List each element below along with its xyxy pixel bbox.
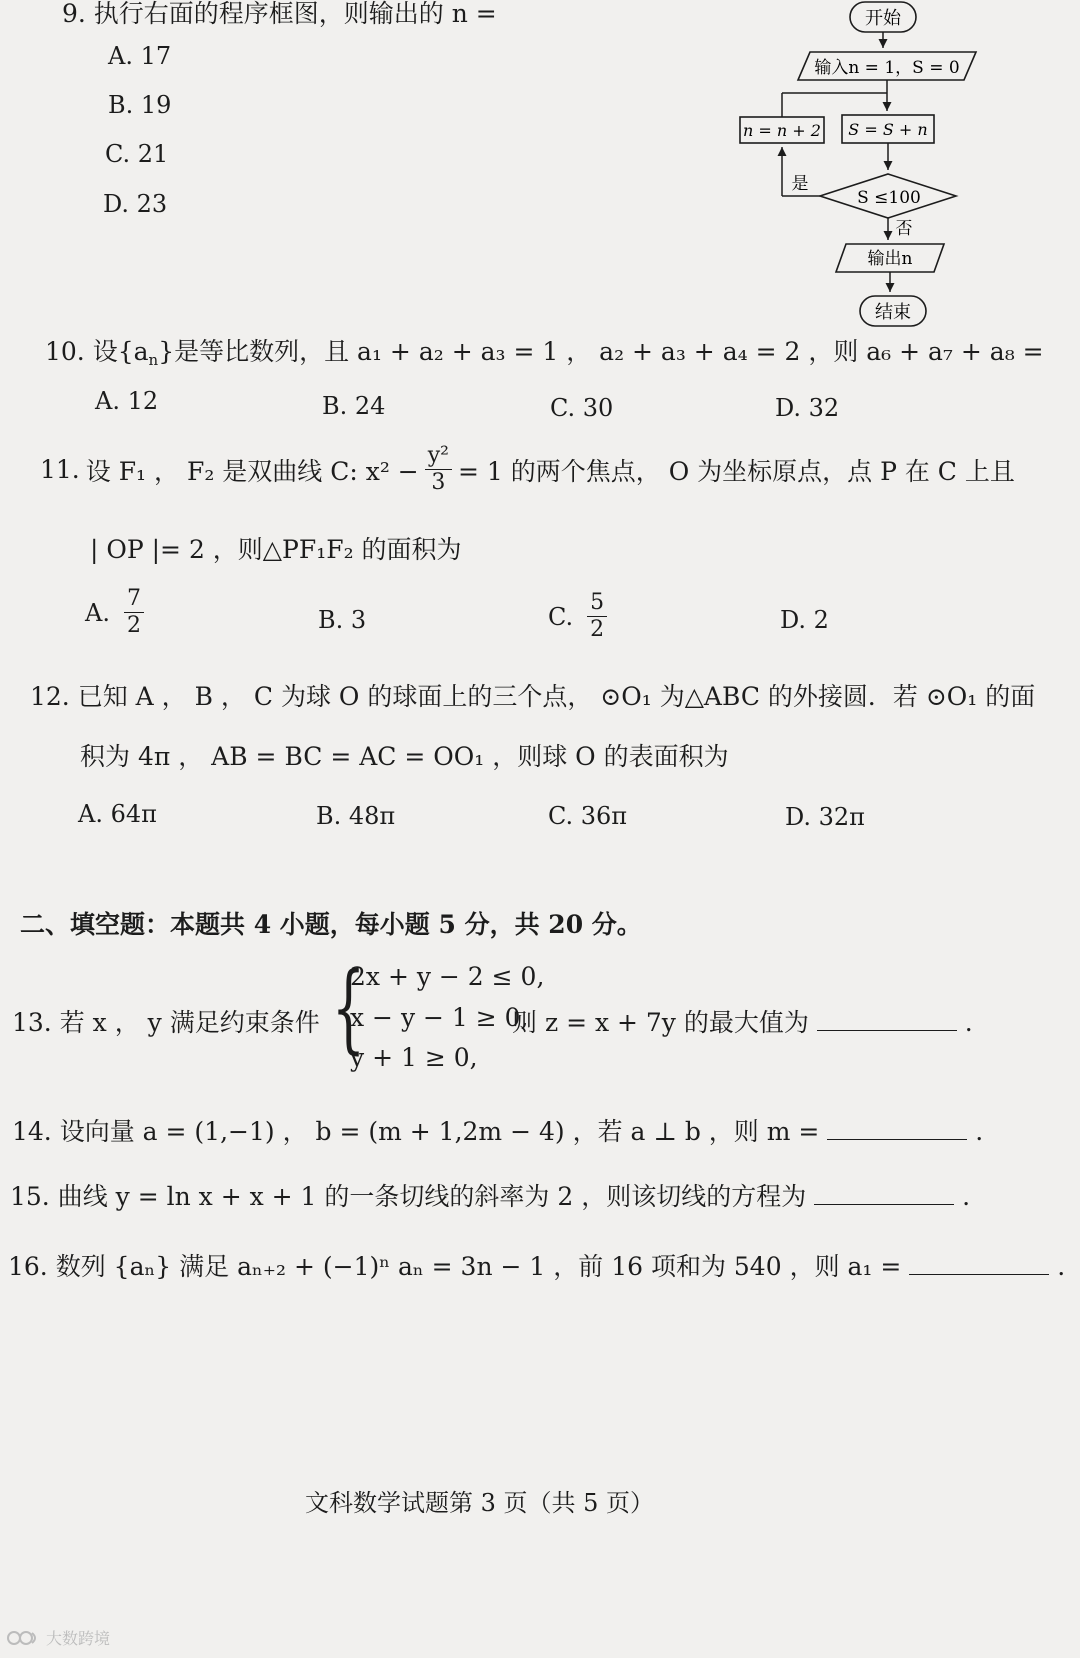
q16-number: 16. — [8, 1252, 48, 1281]
q10-option-a: A. 12 — [95, 387, 159, 415]
flowchart-condition-label: S ≤100 — [857, 188, 921, 208]
q11-fraction-denominator: 3 — [431, 470, 446, 495]
q11-line2: | OP |= 2 ，则△PF₁F₂ 的面积为 — [90, 535, 462, 564]
flowchart-yes-label: 是 — [791, 174, 809, 194]
q13-post — [512, 1003, 973, 1039]
q12-option-b: B. 48π — [316, 802, 396, 830]
flowchart-n-update-label: n = n + 2 — [743, 121, 821, 140]
q11-option-c-numerator: 5 — [587, 592, 607, 617]
q14-answer-blank[interactable] — [827, 1117, 967, 1140]
flowchart-start-label: 开始 — [865, 8, 901, 29]
flowchart-no-label: 否 — [895, 219, 913, 239]
q10-stem-pre: 设{a — [92, 337, 149, 366]
q12-line2: 积为 4π ， AB = BC = AC = OO₁ ，则球 O 的表面积为 — [80, 742, 729, 771]
flowchart-input-label: 输入n = 1，S = 0 — [814, 58, 960, 78]
q10-stem-subscript: n — [148, 351, 159, 369]
q13-constraint-3: y + 1 ≥ 0, — [350, 1043, 478, 1072]
q11-number: 11. — [40, 455, 80, 484]
q11-fraction — [425, 445, 452, 494]
q13-stem — [12, 1003, 320, 1039]
watermark-logo-icon — [6, 1629, 42, 1647]
q11-option-a-label: A. — [85, 598, 110, 627]
q14-text: 设向量 a = (1,−1) ， b = (m + 1,2m − 4) ，若 a ⊥ b ，则 m = — [59, 1117, 820, 1146]
q10-option-c: C. 30 — [550, 394, 614, 422]
q14-number: 14. — [12, 1117, 52, 1146]
q12-option-d: D. 32π — [785, 803, 865, 831]
q16-stem — [8, 1247, 1065, 1283]
q13-constraint-brace: { — [331, 952, 366, 1064]
q13-constraint-2: x − y − 1 ≥ 0, — [350, 1003, 529, 1032]
flowchart-diagram — [730, 0, 1020, 335]
q10-option-d: D. 32 — [775, 394, 840, 422]
q13-end: . — [964, 1008, 973, 1037]
q11-line1 — [40, 445, 1015, 494]
q11-option-a-fraction — [124, 588, 144, 637]
section-fill-in-heading: 二、填空题：本题共 4 小题，每小题 5 分，共 20 分。 — [20, 910, 642, 939]
q12-option-c: C. 36π — [548, 802, 628, 830]
q9-stem: 9. 执行右面的程序框图，则输出的 n = — [62, 0, 497, 28]
q16-answer-blank[interactable] — [909, 1252, 1049, 1275]
q11-option-c-label: C. — [548, 602, 574, 631]
q14-end: . — [975, 1117, 984, 1146]
q12-line1 — [30, 677, 1035, 713]
flowchart-output-label: 输出n — [867, 249, 913, 269]
q11-option-a — [85, 588, 144, 637]
q9-option-a: A. 17 — [108, 42, 172, 70]
q13-answer-blank[interactable] — [817, 1008, 957, 1031]
q13-number: 13. — [12, 1008, 52, 1037]
q10-number: 10. — [45, 337, 85, 366]
q11-fraction-numerator: y² — [425, 445, 452, 470]
q16-text: 数列 {aₙ} 满足 aₙ₊₂ + (−1)ⁿ aₙ = 3n − 1 ，前 16 项和为 540 ，则 a₁ = — [55, 1252, 902, 1281]
flowchart-s-update-label: S = S + n — [848, 120, 928, 139]
q15-number: 15. — [10, 1182, 50, 1211]
q11-option-d: D. 2 — [780, 606, 829, 634]
q13-post-text: 则 z = x + 7y 的最大值为 — [512, 1008, 809, 1037]
q9-option-b: B. 19 — [108, 91, 172, 119]
q12-option-a: A. 64π — [78, 800, 157, 828]
page-footer: 文科数学试题第 3 页（共 5 页） — [305, 1489, 655, 1517]
q16-end: . — [1057, 1252, 1066, 1281]
q11-option-a-denominator: 2 — [126, 613, 141, 638]
q9-option-d: D. 23 — [103, 190, 168, 218]
q15-answer-blank[interactable] — [814, 1182, 954, 1205]
watermark-text: 大数跨境 — [46, 1629, 111, 1648]
q13-constraint-1: 2x + y − 2 ≤ 0, — [350, 962, 545, 991]
q10-stem-post: }是等比数列，且 a₁ + a₂ + a₃ = 1 ， a₂ + a₃ + a₄ = 2 ，则 a₆ + a₇ + a₈ = — [158, 337, 1044, 366]
q11-line1-a: 设 F₁ ， F₂ 是双曲线 C: x² − — [85, 456, 419, 486]
q12-line1-text: 已知 A ， B ， C 为球 O 的球面上的三个点， ⊙O₁ 为△ABC 的外接圆．若 ⊙O₁ 的面 — [77, 682, 1036, 711]
watermark — [6, 1626, 110, 1649]
q11-option-c-denominator: 2 — [590, 617, 605, 642]
q12-number: 12. — [30, 682, 70, 711]
q15-stem — [10, 1177, 970, 1213]
q15-text: 曲线 y = ln x + x + 1 的一条切线的斜率为 2 ，则该切线的方程为 — [57, 1182, 807, 1211]
q10-stem — [45, 332, 1044, 369]
q11-option-b: B. 3 — [318, 606, 367, 634]
flowchart-end-label: 结束 — [875, 302, 911, 323]
q9-option-c: C. 21 — [105, 140, 169, 168]
q11-option-c — [548, 592, 607, 641]
q15-end: . — [962, 1182, 971, 1211]
q13-pre: 若 x ， y 满足约束条件 — [59, 1008, 320, 1037]
q11-option-c-fraction — [587, 592, 607, 641]
q10-option-b: B. 24 — [322, 392, 386, 420]
q11-option-a-numerator: 7 — [124, 588, 144, 613]
q11-line1-b: = 1 的两个焦点， O 为坐标原点，点 P 在 C 上且 — [458, 456, 1015, 486]
q14-stem — [12, 1112, 983, 1148]
